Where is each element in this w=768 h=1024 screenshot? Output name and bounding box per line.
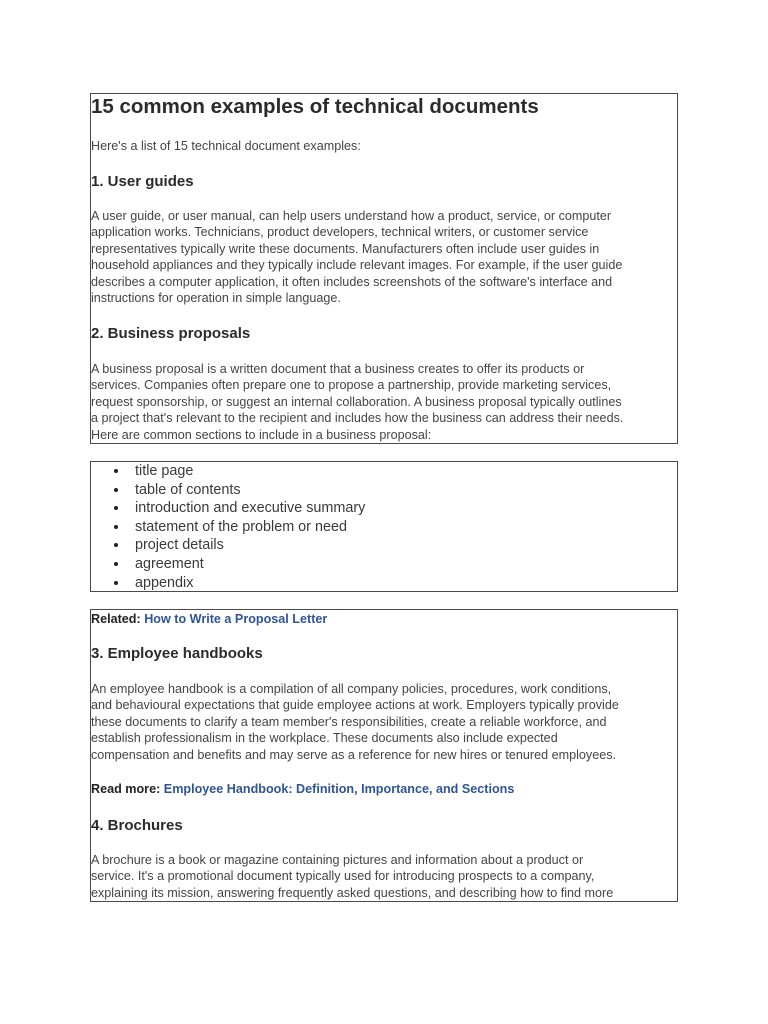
paragraph-line: services. Companies often prepare one to propose a partnership, provide marketing services, (91, 378, 612, 393)
list-item-label: introduction and executive summary (135, 500, 366, 517)
paragraph-line: these documents to clarify a team member's responsibilities, create a reliable workforce, and (91, 714, 607, 729)
paragraph-line: application works. Technicians, product developers, technical writers, or customer service (91, 225, 589, 240)
paragraph-line: describes a computer application, it often includes screenshots of the software's interface and (91, 274, 613, 289)
paragraph-line: a project that's relevant to the recipient and includes how the business can address their needs. (91, 411, 624, 426)
proposal-sections-list (91, 462, 365, 592)
bullet-icon (114, 543, 118, 547)
bullet-icon (114, 488, 118, 492)
read-more-link[interactable]: Employee Handbook: Definition, Importance, and Sections (163, 782, 515, 796)
document-excerpt-2 (90, 461, 678, 592)
list-item (91, 574, 365, 592)
list-item (91, 481, 365, 500)
section-heading-business-proposals: 2. Business proposals (91, 325, 251, 342)
paragraph-line: A brochure is a book or magazine containing pictures and information about a product or (91, 853, 584, 867)
list-item-label: title page (135, 463, 194, 479)
section-heading-employee-handbooks: 3. Employee handbooks (91, 645, 263, 662)
read-more-prefix: Read more: (91, 782, 161, 796)
paragraph-line: and behavioural expectations that guide employee actions at work. Employers typically provide (91, 698, 619, 713)
list-item-label: project details (135, 537, 224, 554)
section-heading-user-guides: 1. User guides (91, 173, 194, 190)
bullet-icon (114, 562, 118, 566)
related-line (91, 611, 327, 627)
paragraph-line: compensation and benefits and may serve as a reference for new hires or tenured employees. (91, 747, 617, 762)
list-item-label: statement of the problem or need (135, 518, 347, 535)
paragraph-line: A business proposal is a written document that a business creates to offer its products or (91, 362, 585, 376)
read-more-line (91, 781, 514, 797)
paragraph-line: instructions for operation in simple language. (91, 291, 341, 306)
paragraph-line: An employee handbook is a compilation of all company policies, procedures, work conditions, (91, 682, 612, 696)
section-paragraph-brochures (91, 852, 678, 901)
list-item (91, 499, 365, 518)
bullet-icon (114, 525, 118, 529)
bullet-icon (114, 581, 118, 585)
document-excerpt-3 (90, 609, 678, 902)
intro-text: Here's a list of 15 technical document examples: (91, 139, 361, 153)
section-heading-brochures: 4. Brochures (91, 817, 183, 834)
page-title: 15 common examples of technical documents (91, 95, 539, 118)
section-paragraph-business-proposals (91, 361, 678, 443)
related-link[interactable]: How to Write a Proposal Letter (144, 612, 328, 626)
section-paragraph-user-guides (91, 208, 678, 306)
paragraph-line: Here are common sections to include in a business proposal: (91, 427, 432, 442)
paragraph-line: representatives typically write these documents. Manufacturers often include user guides in (91, 241, 600, 256)
paragraph-line: explaining its mission, answering frequently asked questions, and describing how to find more (91, 885, 614, 900)
list-item-label: appendix (135, 574, 194, 591)
document-excerpt-1 (90, 93, 678, 444)
paragraph-line: A user guide, or user manual, can help users understand how a product, service, or computer (91, 209, 612, 223)
list-item (91, 518, 365, 537)
related-prefix: Related: (91, 612, 141, 626)
paragraph-line: establish professionalism in the workplace. These documents also include expected (91, 731, 558, 746)
bullet-icon (114, 469, 118, 473)
paragraph-line: household appliances and they typically include relevant images. For example, if the user guide (91, 258, 623, 273)
section-paragraph-employee-handbooks (91, 681, 678, 763)
bullet-icon (114, 506, 118, 510)
list-item-label: agreement (135, 555, 204, 572)
paragraph-line: service. It's a promotional document typically used for introducing prospects to a company, (91, 869, 595, 884)
paragraph-line: request sponsorship, or suggest an internal collaboration. A business proposal typically outlines (91, 394, 622, 409)
list-item (91, 555, 365, 574)
list-item-label: table of contents (135, 481, 241, 498)
list-item (91, 536, 365, 555)
list-item (91, 462, 365, 481)
